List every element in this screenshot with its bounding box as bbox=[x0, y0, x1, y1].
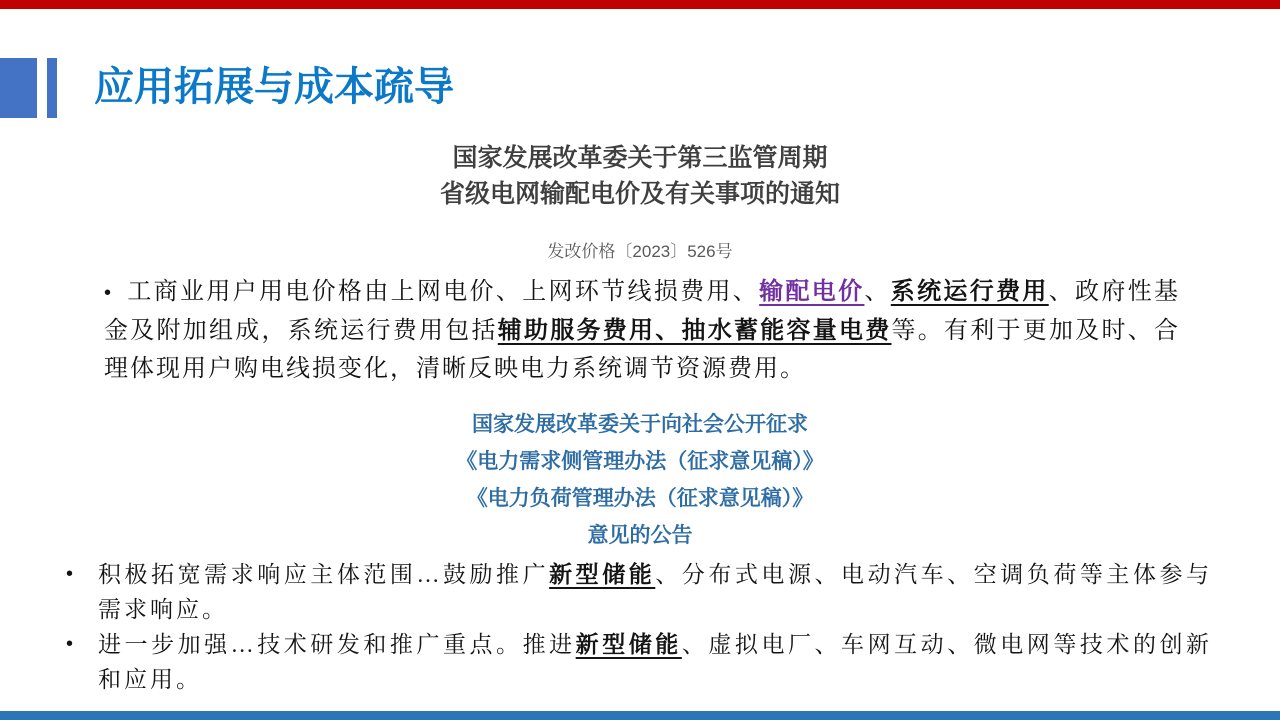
doc1-number: 发改价格〔2023〕526号 bbox=[547, 242, 733, 261]
title-accent-square bbox=[0, 58, 37, 118]
list-item-text: 进一步加强…技术研发和推广重点。推进新型储能、虚拟电厂、车网互动、微电网等技术的创新和应用。 bbox=[98, 631, 1213, 692]
doc2-line1: 国家发展改革委关于向社会公开征求 bbox=[472, 413, 808, 436]
doc1-heading bbox=[0, 140, 1280, 212]
list-item bbox=[64, 627, 1212, 697]
policy-summary-text: 工商业用户用电价格由上网电价、上网环节线损费用、输配电价、系统运行费用、政府性基金及附加组成，系统运行费用包括辅助服务费用、抽水蓄能容量电费等。有利于更加及时、合理体现用户购电线损变化，清晰反映电力系统调节资源费用。 bbox=[104, 278, 1181, 382]
doc2-heading bbox=[0, 406, 1280, 554]
bullet-marker: • bbox=[66, 633, 74, 655]
bottom-blue-bar bbox=[0, 711, 1280, 720]
title-accent-bar bbox=[47, 58, 57, 118]
slide-title: 应用拓展与成本疏导 bbox=[94, 65, 454, 109]
doc1-heading-line2: 省级电网输配电价及有关事项的通知 bbox=[439, 180, 840, 208]
bullet-marker: • bbox=[66, 563, 74, 585]
doc1-heading-line1: 国家发展改革委关于第三监管周期 bbox=[452, 144, 828, 172]
paragraph-bullet-marker: • bbox=[104, 282, 114, 304]
list-item-text: 积极拓宽需求响应主体范围…鼓励推广新型储能、分布式电源、电动汽车、空调负荷等主体参与需求响应。 bbox=[98, 561, 1213, 622]
bullet-list bbox=[64, 557, 1212, 697]
doc2-line4: 意见的公告 bbox=[587, 524, 693, 547]
doc2-line3: 《电力负荷管理办法（征求意见稿）》 bbox=[466, 487, 814, 510]
doc2-line2: 《电力需求侧管理办法（征求意见稿）》 bbox=[456, 450, 824, 473]
policy-summary-paragraph bbox=[104, 273, 1180, 388]
list-item bbox=[64, 557, 1212, 627]
top-red-bar bbox=[0, 0, 1280, 9]
